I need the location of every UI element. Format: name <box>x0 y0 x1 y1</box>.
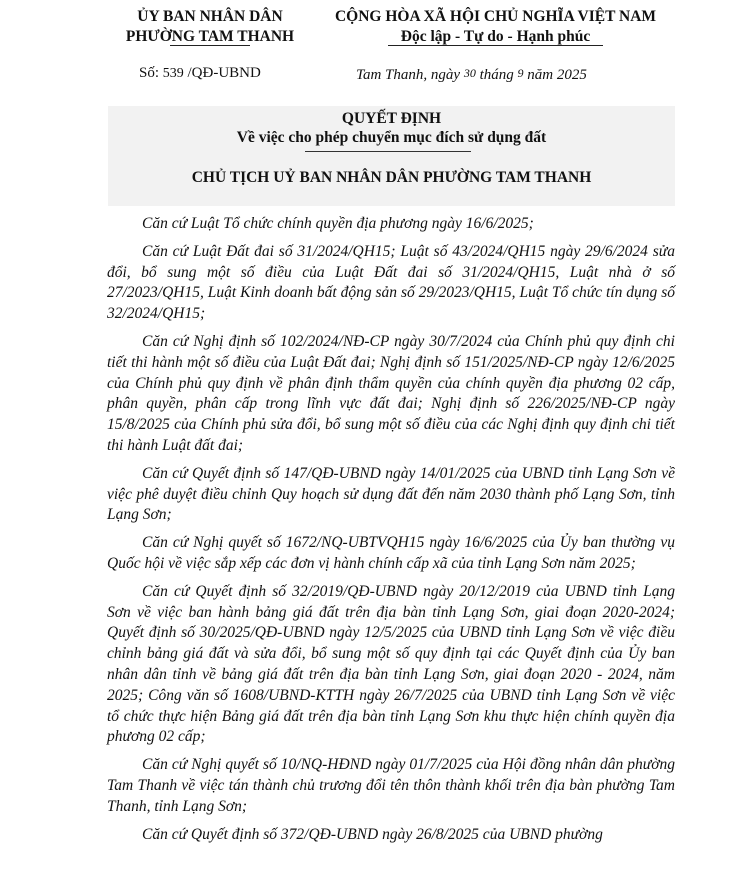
doc-number-suffix: /QĐ-UBND <box>187 65 261 81</box>
paragraph: Căn cứ Luật Tổ chức chính quyền địa phương ngày 16/6/2025; <box>142 215 534 232</box>
doc-number-prefix: Số: <box>139 65 160 81</box>
nation-line-2: Độc lập - Tự do - Hạnh phúc <box>400 28 591 45</box>
nation-line-1: CỘNG HÒA XÃ HỘI CHỦ NGHĨA VIỆT NAM <box>334 8 657 25</box>
subject-underline <box>305 151 471 152</box>
document-subject: Về việc cho phép chuyển mục đích sử dụng đất <box>236 129 547 146</box>
paragraph: Căn cứ Luật Đất đai số 31/2024/QH15; Luật số 43/2024/QH15 ngày 29/6/2024 sửa đổi, bổ sung một số điều của Luật Đất đai số 31/2024/QH15, Luật nhà ở số 27/2023/QH15, Luật Kinh doanh bất động sản số 29/2023/QH15, Luật Tổ chức tín dụng số 32/2024/QH15; <box>107 242 675 323</box>
paragraph: Căn cứ Nghị quyết số 1672/NQ-UBTVQH15 ngày 16/6/2025 của Ủy ban thường vụ Quốc hội về việc sắp xếp các đơn vị hành chính cấp xã của tỉnh Lạng Sơn năm 2025; <box>107 534 675 572</box>
issuing-org <box>105 7 315 47</box>
dateline <box>356 67 587 84</box>
dateline-month: 9 <box>517 66 524 80</box>
dateline-place: Tam Thanh, ngày <box>356 67 461 83</box>
dateline-month-label: tháng <box>479 67 514 83</box>
national-motto <box>318 7 673 47</box>
issuer-title: CHỦ TỊCH UỶ BAN NHÂN DÂN PHƯỜNG TAM THANH <box>191 169 592 186</box>
dateline-day: 30 <box>463 66 476 80</box>
dateline-year: năm 2025 <box>527 67 587 83</box>
paragraph: Căn cứ Nghị quyết số 10/NQ-HĐND ngày 01/7/2025 của Hội đồng nhân dân phường Tam Thanh về việc tán thành chủ trương đổi tên thôn thành khối trên địa bàn phường Tam Thanh, tỉnh Lạng Sơn; <box>107 756 675 815</box>
title-block <box>108 106 675 206</box>
org-line-2: PHƯỜNG TAM THANH <box>125 28 295 45</box>
paragraph: Căn cứ Nghị định số 102/2024/NĐ-CP ngày 30/7/2024 của Chính phủ quy định chi tiết thi hành một số điều của Luật Đất đai; Nghị định số 151/2025/NĐ-CP ngày 12/6/2025 của Chính phủ quy định về phân định thẩm quyền của chính quyền địa phương 02 cấp, phân quyền, phân cấp trong lĩnh vực đất đai; Nghị định số 226/2025/NĐ-CP ngày 15/8/2025 của Chính phủ sửa đổi, bổ sung một số điều của các Nghị định quy định chi tiết thi hành Luật đất đai; <box>107 332 675 454</box>
legal-basis <box>107 214 675 852</box>
doc-number-value: 539 <box>162 66 184 81</box>
org-line-1: ỦY BAN NHÂN DÂN <box>137 8 283 25</box>
org-underline <box>170 45 250 46</box>
document-number <box>139 65 261 82</box>
paragraph: Căn cứ Quyết định số 372/QĐ-UBND ngày 26/8/2025 của UBND phường <box>142 825 603 843</box>
document-type: QUYẾT ĐỊNH <box>341 110 442 127</box>
paragraph: Căn cứ Quyết định số 147/QĐ-UBND ngày 14/01/2025 của UBND tỉnh Lạng Sơn về việc phê duyệt điều chỉnh Quy hoạch sử dụng đất đến năm 2030 thành phố Lạng Sơn, tỉnh Lạng Sơn; <box>107 464 675 524</box>
motto-underline <box>388 45 603 46</box>
paragraph: Căn cứ Quyết định số 32/2019/QĐ-UBND ngày 20/12/2019 của UBND tỉnh Lạng Sơn về việc ban hành bảng giá đất trên địa bàn tỉnh Lạng Sơn, giai đoạn 2020-2024; Quyết định số 30/2025/QĐ-UBND ngày 12/5/2025 của UBND tỉnh Lạng Sơn về việc điều chỉnh bảng giá đất và sửa đổi, bổ sung một số quy định tại các Quyết định của Ủy ban nhân dân tỉnh về bảng giá đất trên địa bàn tỉnh Lạng Sơn, giai đoạn 2020 - 2024, năm 2025; Công văn số 1608/UBND-KTTH ngày 26/7/2025 của UBND tỉnh Lạng Sơn về việc tổ chức thực hiện Bảng giá đất trên địa bàn tỉnh Lạng Sơn khu thực hiện chính quyền địa phương 02 cấp; <box>107 582 675 746</box>
